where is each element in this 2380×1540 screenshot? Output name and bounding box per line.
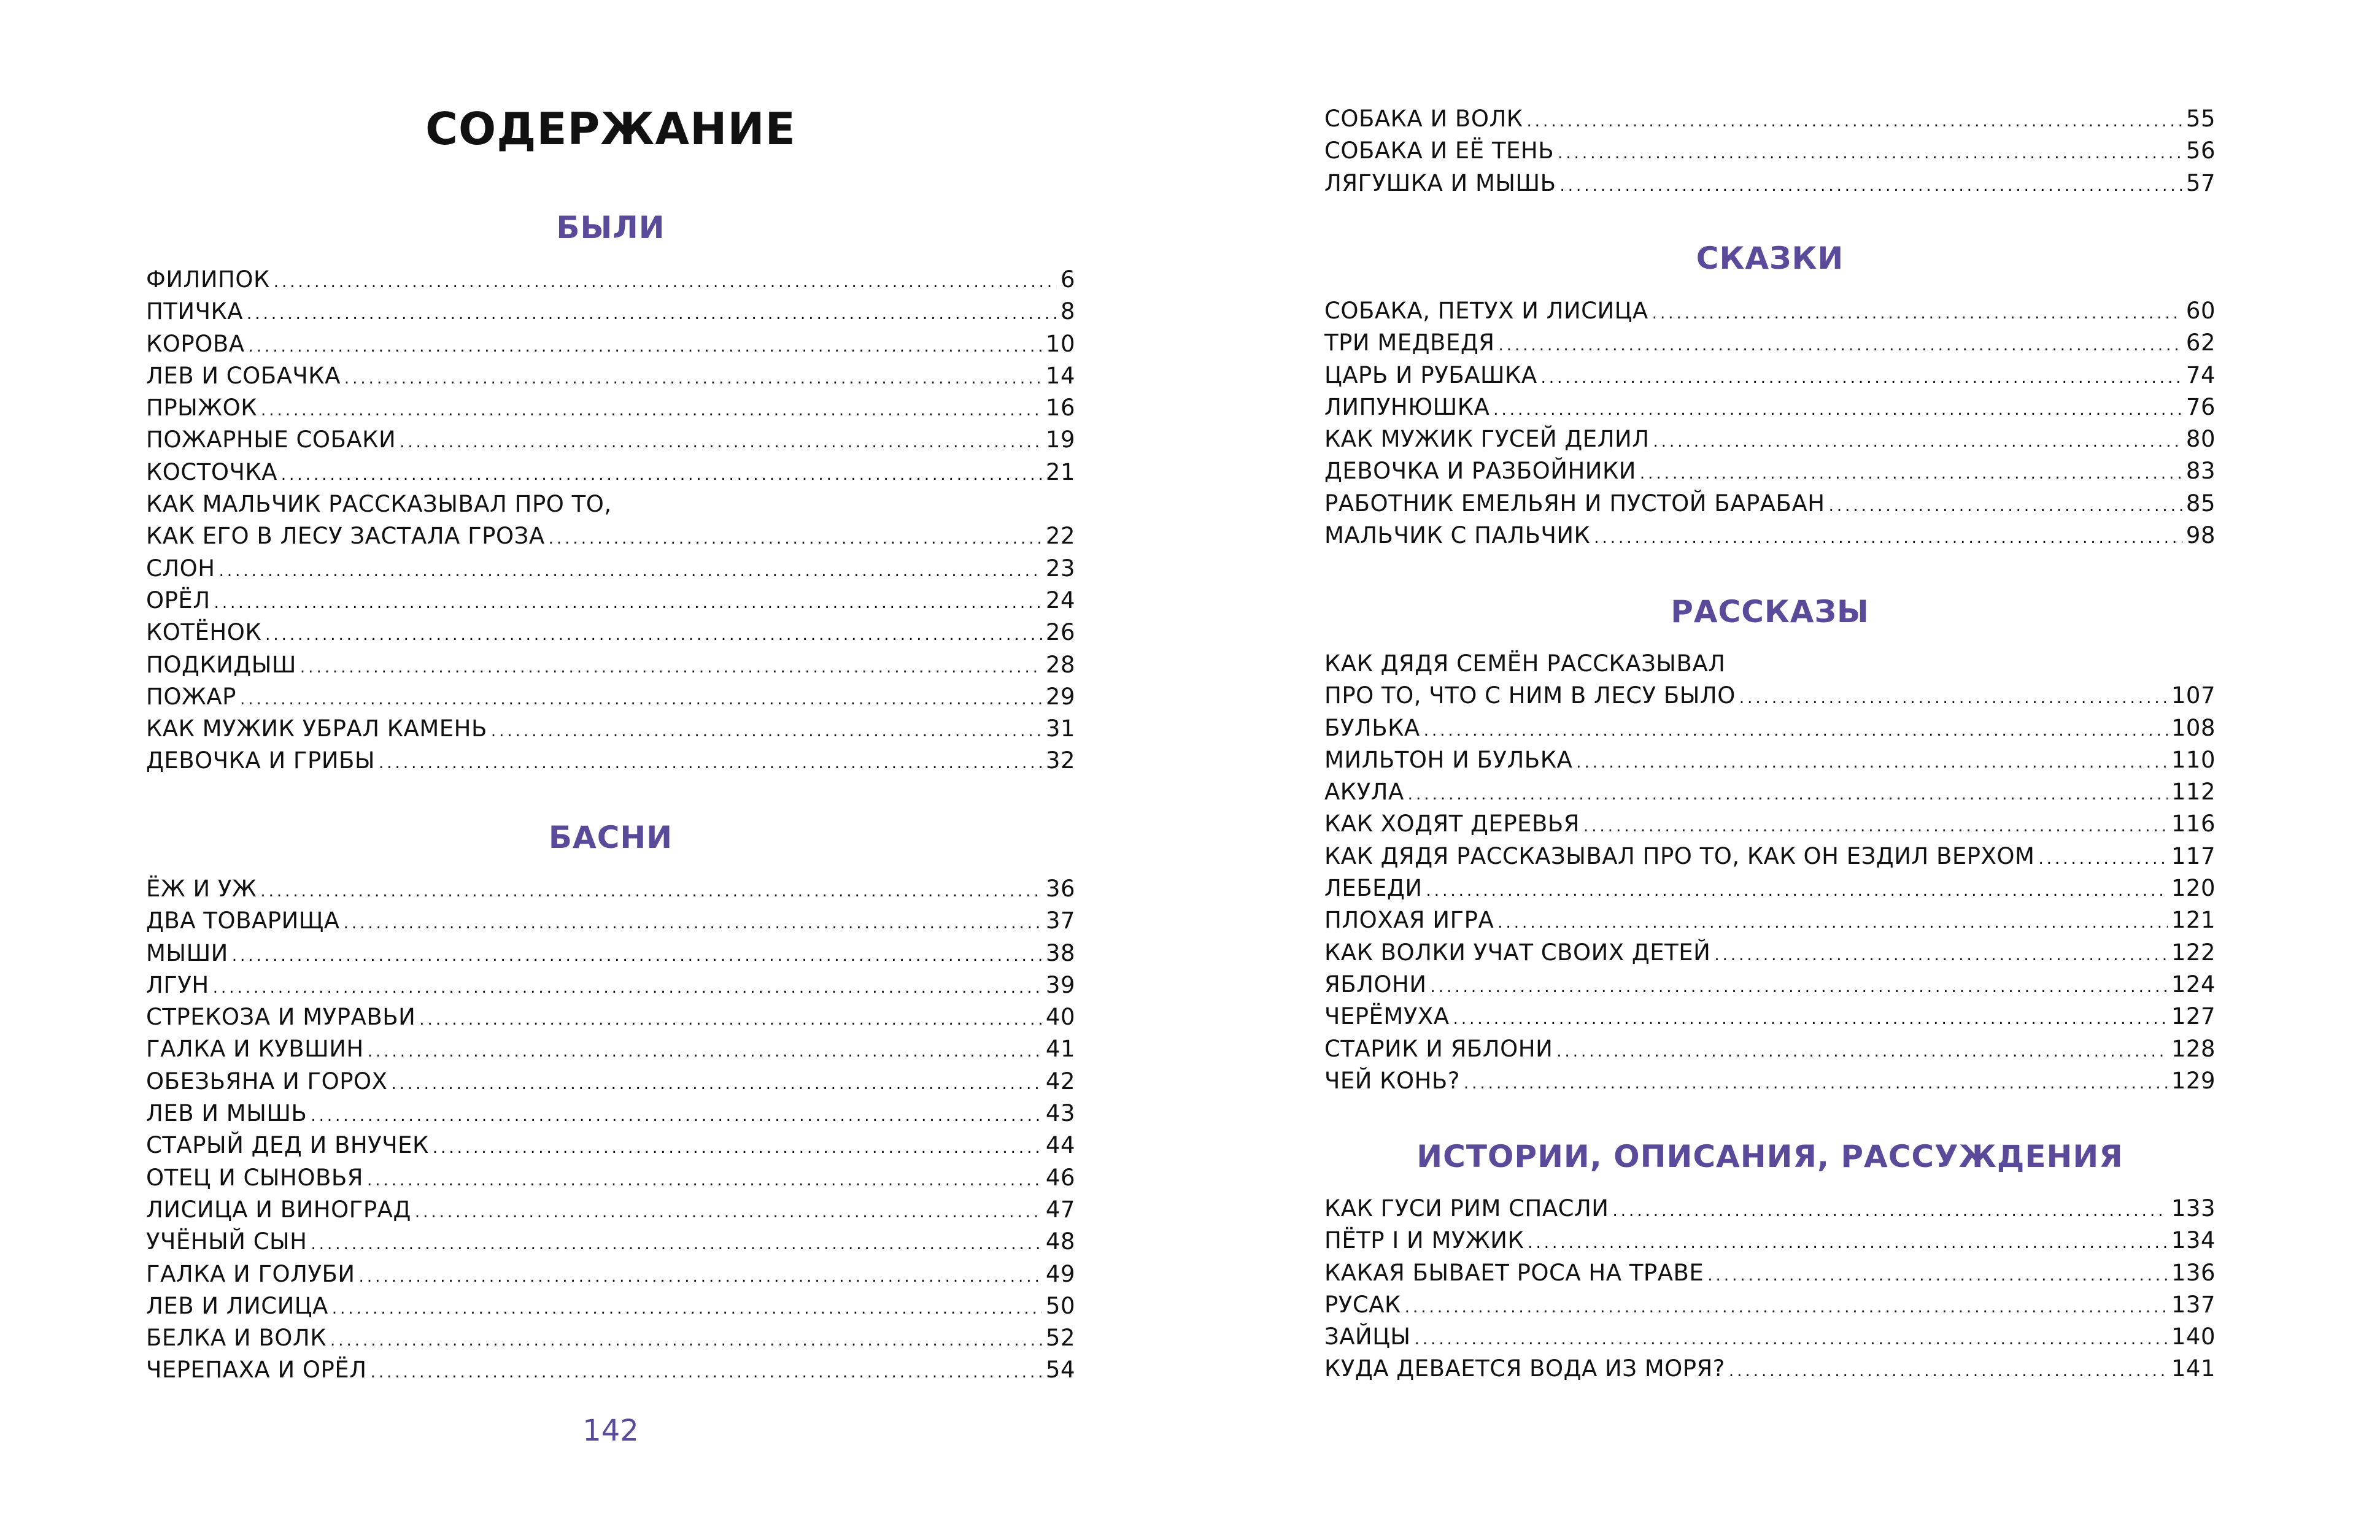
toc-entry-title: КАК МАЛЬЧИК РАССКАЗЫВАЛ ПРО ТО,: [146, 491, 612, 518]
dot-leader: [344, 363, 1042, 395]
toc-entry: [1324, 1321, 2216, 1353]
toc-entry-page: 43: [1045, 1100, 1075, 1127]
dot-leader: [549, 523, 1042, 555]
toc-entry-title: ПТИЧКА: [146, 298, 244, 325]
toc-entry-page: 46: [1045, 1164, 1075, 1191]
toc-entry: [146, 937, 1075, 969]
toc-entry: [1324, 520, 2216, 552]
toc-entry-title: КУДА ДЕВАЕТСЯ ВОДА ИЗ МОРЯ?: [1324, 1355, 1725, 1382]
dot-leader: [1415, 1323, 2168, 1355]
dot-leader: [1560, 170, 2182, 202]
toc-entry-page: 134: [2171, 1227, 2216, 1254]
toc-entry-title: МЫШИ: [146, 939, 228, 966]
toc-entry: [146, 617, 1075, 649]
toc-list-basni: [146, 873, 1075, 1387]
toc-entry-title: БЕЛКА И ВОЛК: [146, 1325, 326, 1352]
toc-entry: [1324, 295, 2216, 327]
toc-entry-page: 107: [2171, 682, 2216, 709]
toc-entry: [146, 681, 1075, 713]
toc-entry: [146, 649, 1075, 681]
toc-entry-title: ЛЕВ И МЫШЬ: [146, 1100, 307, 1127]
dot-leader: [371, 1357, 1042, 1388]
toc-entry-page: 21: [1045, 458, 1075, 485]
toc-entry-title: СЛОН: [146, 555, 215, 582]
dot-leader: [415, 1196, 1042, 1228]
dot-leader: [1594, 522, 2182, 554]
toc-entry: [146, 713, 1075, 745]
toc-entry-page: 108: [2171, 714, 2216, 741]
toc-entry: [1324, 103, 2216, 135]
toc-entry: [1324, 937, 2216, 969]
toc-entry-page: 117: [2171, 842, 2216, 869]
toc-entry: [146, 585, 1075, 617]
page-number: 142: [582, 1414, 639, 1448]
toc-list-istorii: [1324, 1193, 2216, 1385]
dot-leader: [274, 266, 1057, 298]
toc-entry-title: ПЛОХАЯ ИГРА: [1324, 907, 1494, 934]
toc-entry-page: 41: [1045, 1036, 1075, 1063]
toc-entry: [1324, 969, 2216, 1001]
toc-entry: [146, 360, 1075, 392]
dot-leader: [240, 683, 1042, 715]
toc-entry-page: 116: [2171, 810, 2216, 837]
dot-leader: [332, 1293, 1042, 1325]
toc-entry: [146, 488, 1075, 520]
toc-entry: [1324, 1193, 2216, 1225]
toc-entry-title: ПОЖАР: [146, 683, 236, 710]
dot-leader: [379, 747, 1042, 779]
section-heading-basni: БАСНИ: [548, 820, 673, 855]
dot-leader: [368, 1036, 1042, 1068]
dot-leader: [1829, 490, 2182, 522]
toc-entry: [146, 520, 1075, 552]
toc-entry-page: 62: [2185, 329, 2216, 356]
toc-entry-page: 32: [1045, 747, 1075, 774]
toc-entry-page: 60: [2185, 298, 2216, 324]
toc-entry-title: ОТЕЦ И СЫНОВЬЯ: [146, 1164, 363, 1191]
dot-leader: [433, 1132, 1042, 1164]
toc-entry-page: 80: [2185, 426, 2216, 453]
dot-leader: [247, 298, 1057, 330]
toc-entry-title: КАК ЕГО В ЛЕСУ ЗАСТАЛА ГРОЗА: [146, 523, 545, 550]
toc-entry-title: ОБЕЗЬЯНА И ГОРОХ: [146, 1068, 388, 1095]
toc-entry-page: 48: [1045, 1228, 1075, 1255]
toc-entry-title: ЧЕЙ КОНЬ?: [1324, 1067, 1460, 1094]
toc-entry-title: КАК ДЯДЯ РАССКАЗЫВАЛ ПРО ТО, КАК ОН ЕЗДИЛ ВЕРХОМ: [1324, 842, 2035, 869]
toc-list-continued: [1324, 103, 2216, 199]
toc-entry: [1324, 776, 2216, 808]
toc-entry-page: 36: [1045, 876, 1075, 902]
dot-leader: [300, 652, 1042, 683]
toc-entry-page: 83: [2185, 458, 2216, 485]
toc-entry-page: 127: [2171, 1003, 2216, 1030]
toc-entry-page: 31: [1045, 715, 1075, 742]
toc-entry-title: ПРЫЖОК: [146, 395, 258, 422]
toc-entry-title: ГАЛКА И ГОЛУБИ: [146, 1260, 355, 1287]
toc-entry-title: ТРИ МЕДВЕДЯ: [1324, 329, 1495, 356]
toc-entry-page: 98: [2185, 522, 2216, 549]
toc-entry-page: 110: [2171, 746, 2216, 773]
toc-entry-title: ЛЕВ И СОБАЧКА: [146, 362, 341, 389]
toc-entry-title: ЛГУН: [146, 971, 209, 998]
dot-leader: [219, 555, 1042, 587]
dot-leader: [419, 1004, 1042, 1036]
toc-entry-page: 49: [1045, 1260, 1075, 1287]
toc-entry-page: 19: [1045, 426, 1075, 453]
toc-entry-page: 74: [2185, 361, 2216, 388]
toc-entry: [146, 392, 1075, 424]
dot-leader: [1426, 875, 2168, 907]
toc-entry: [146, 873, 1075, 905]
toc-entry-title: ЛИПУНЮШКА: [1324, 393, 1490, 420]
toc-entry-title: КАК МУЖИК УБРАЛ КАМЕНЬ: [146, 715, 487, 742]
toc-entry-page: 23: [1045, 555, 1075, 582]
dot-leader: [311, 1100, 1042, 1132]
toc-entry: [146, 264, 1075, 296]
toc-entry-page: 76: [2185, 393, 2216, 420]
toc-entry: [1324, 1289, 2216, 1321]
toc-entry-page: 85: [2185, 490, 2216, 517]
toc-entry: [146, 553, 1075, 585]
toc-entry-title: ДВА ТОВАРИЩА: [146, 907, 340, 934]
toc-entry-page: 8: [1060, 298, 1075, 325]
right-page: [1190, 0, 2380, 1540]
section-heading-skazki: СКАЗКИ: [1696, 241, 1844, 276]
dot-leader: [1528, 1227, 2168, 1259]
toc-entry: [1324, 1001, 2216, 1033]
toc-entry-page: 128: [2171, 1035, 2216, 1062]
dot-leader: [311, 1228, 1042, 1260]
dot-leader: [1558, 137, 2182, 169]
toc-entry-page: 29: [1045, 683, 1075, 710]
toc-entry: [146, 1001, 1075, 1033]
toc-entry-title: МИЛЬТОН И БУЛЬКА: [1324, 746, 1573, 773]
toc-entry: [1324, 135, 2216, 167]
dot-leader: [1453, 1003, 2168, 1035]
toc-entry-title: КАКАЯ БЫВАЕТ РОСА НА ТРАВЕ: [1324, 1259, 1704, 1286]
toc-entry: [146, 456, 1075, 488]
toc-entry: [1324, 648, 2216, 680]
toc-entry-title: ОРЁЛ: [146, 587, 211, 614]
toc-entry-title: СОБАКА И ЕЁ ТЕНЬ: [1324, 137, 1555, 164]
toc-entry: [146, 424, 1075, 456]
dot-leader: [265, 619, 1042, 651]
toc-entry: [146, 1258, 1075, 1290]
toc-entry-page: 14: [1045, 362, 1075, 389]
toc-list-byli: [146, 264, 1075, 777]
dot-leader: [1640, 458, 2182, 490]
toc-entry-title: КОТЁНОК: [146, 619, 262, 646]
dot-leader: [1739, 682, 2168, 714]
toc-entry-page: 122: [2171, 939, 2216, 966]
toc-entry: [146, 1290, 1075, 1322]
toc-entry: [1324, 680, 2216, 712]
toc-entry-page: 136: [2171, 1259, 2216, 1286]
section-heading-byli: БЫЛИ: [556, 210, 665, 245]
toc-entry: [1324, 1033, 2216, 1065]
dot-leader: [1424, 715, 2168, 747]
toc-entry-title: ЛЯГУШКА И МЫШЬ: [1324, 169, 1556, 196]
toc-entry-title: УЧЁНЫЙ СЫН: [146, 1228, 307, 1255]
dot-leader: [1493, 394, 2182, 426]
toc-entry-title: ПОЖАРНЫЕ СОБАКИ: [146, 426, 396, 453]
toc-entry-title: ЧЕРЕПАХА И ОРЁЛ: [146, 1357, 367, 1384]
toc-entry: [1324, 712, 2216, 744]
toc-entry: [146, 969, 1075, 1001]
dot-leader: [344, 907, 1042, 939]
toc-entry: [146, 1130, 1075, 1161]
dot-leader: [1527, 106, 2182, 137]
section-heading-istorii: ИСТОРИИ, ОПИСАНИЯ, РАССУЖДЕНИЯ: [1416, 1139, 2123, 1174]
toc-entry: [1324, 808, 2216, 840]
dot-leader: [1707, 1260, 2168, 1292]
dot-leader: [1408, 779, 2168, 810]
toc-entry: [1324, 1257, 2216, 1289]
toc-entry-page: 39: [1045, 971, 1075, 998]
dot-leader: [1431, 971, 2168, 1003]
toc-entry-page: 26: [1045, 619, 1075, 646]
toc-entry: [146, 328, 1075, 360]
toc-entry-title: КОРОВА: [146, 330, 245, 357]
toc-list-skazki: [1324, 295, 2216, 552]
toc-entry: [1324, 423, 2216, 455]
toc-entry-page: 120: [2171, 875, 2216, 902]
toc-entry: [1324, 391, 2216, 423]
toc-entry: [1324, 360, 2216, 391]
toc-entry-page: 52: [1045, 1325, 1075, 1352]
toc-entry-title: ГАЛКА И КУВШИН: [146, 1036, 364, 1063]
toc-entry-title: ДЕВОЧКА И РАЗБОЙНИКИ: [1324, 458, 1636, 485]
toc-entry: [146, 745, 1075, 777]
toc-entry-title: БУЛЬКА: [1324, 714, 1420, 741]
toc-entry-title: КАК МУЖИК ГУСЕЙ ДЕЛИЛ: [1324, 426, 1650, 453]
toc-entry: [1324, 744, 2216, 776]
dot-leader: [1653, 426, 2182, 458]
dot-leader: [1583, 810, 2168, 842]
toc-entry-title: ПЁТР I И МУЖИК: [1324, 1227, 1524, 1254]
toc-entry-title: СТАРИК И ЯБЛОНИ: [1324, 1035, 1553, 1062]
section-heading-rasskazy: РАССКАЗЫ: [1671, 594, 1869, 629]
toc-entry: [146, 1322, 1075, 1354]
toc-entry-page: 37: [1045, 907, 1075, 934]
dot-leader: [1464, 1068, 2168, 1099]
dot-leader: [261, 395, 1042, 426]
dot-leader: [359, 1261, 1042, 1293]
dot-leader: [249, 331, 1042, 363]
toc-entry-title: ЧЕРЁМУХА: [1324, 1003, 1450, 1030]
toc-entry-title: КАК ВОЛКИ УЧАТ СВОИХ ДЕТЕЙ: [1324, 939, 1711, 966]
toc-entry-page: 121: [2171, 907, 2216, 934]
toc-entry: [146, 1226, 1075, 1258]
toc-entry-page: 55: [2185, 106, 2216, 132]
dot-leader: [1541, 362, 2182, 394]
toc-entry-page: 112: [2171, 779, 2216, 806]
toc-entry-page: 47: [1045, 1196, 1075, 1223]
toc-entry-title: СОБАКА, ПЕТУХ И ЛИСИЦА: [1324, 298, 1648, 324]
dot-leader: [1405, 1292, 2168, 1323]
dot-leader: [1497, 907, 2168, 939]
dot-leader: [1612, 1195, 2167, 1227]
toc-entry-page: 133: [2171, 1195, 2216, 1222]
toc-entry: [1324, 1225, 2216, 1257]
dot-leader: [1652, 298, 2182, 329]
toc-entry-title: ДЕВОЧКА И ГРИБЫ: [146, 747, 376, 774]
toc-entry-page: 141: [2171, 1355, 2216, 1382]
toc-entry: [1324, 1353, 2216, 1385]
toc-entry-title: КАК ДЯДЯ СЕМЁН РАССКАЗЫВАЛ: [1324, 650, 1726, 677]
toc-entry: [1324, 327, 2216, 359]
toc-entry-title: МАЛЬЧИК С ПАЛЬЧИК: [1324, 522, 1591, 549]
toc-entry-page: 54: [1045, 1357, 1075, 1384]
dot-leader: [1714, 939, 2168, 971]
toc-entry-title: ЁЖ И УЖ: [146, 876, 257, 902]
toc-entry-title: РУСАК: [1324, 1291, 1401, 1318]
toc-entry-page: 50: [1045, 1292, 1075, 1319]
dot-leader: [1729, 1355, 2168, 1387]
toc-entry-title: ФИЛИПОК: [146, 266, 270, 293]
toc-entry: [1324, 455, 2216, 487]
toc-entry-page: 38: [1045, 939, 1075, 966]
toc-entry-page: 140: [2171, 1323, 2216, 1350]
toc-entry: [1324, 488, 2216, 520]
toc-entry-page: 10: [1045, 330, 1075, 357]
dot-leader: [491, 715, 1042, 747]
dot-leader: [214, 587, 1042, 619]
dot-leader: [213, 972, 1042, 1004]
toc-entry: [1324, 904, 2216, 936]
toc-entry: [1324, 872, 2216, 904]
toc-entry: [146, 1033, 1075, 1065]
toc-entry-title: СТАРЫЙ ДЕД И ВНУЧЕК: [146, 1132, 429, 1159]
toc-entry-page: 16: [1045, 395, 1075, 422]
toc-entry: [146, 1354, 1075, 1386]
toc-entry-page: 57: [2185, 169, 2216, 196]
dot-leader: [1498, 329, 2182, 361]
toc-entry: [146, 1162, 1075, 1194]
toc-list-rasskazy: [1324, 648, 2216, 1097]
toc-entry: [146, 905, 1075, 937]
toc-entry-page: 28: [1045, 651, 1075, 678]
toc-entry-page: 24: [1045, 587, 1075, 614]
toc-entry-page: 137: [2171, 1291, 2216, 1318]
toc-entry: [146, 1194, 1075, 1226]
dot-leader: [2038, 843, 2167, 875]
toc-entry-title: ЗАЙЦЫ: [1324, 1323, 1411, 1350]
dot-leader: [1576, 747, 2168, 779]
toc-entry-page: 22: [1045, 523, 1075, 550]
toc-entry-title: ЯБЛОНИ: [1324, 971, 1427, 998]
toc-title: СОДЕРЖАНИЕ: [425, 103, 796, 155]
toc-entry-title: СТРЕКОЗА И МУРАВЬИ: [146, 1004, 416, 1031]
toc-entry-page: 44: [1045, 1132, 1075, 1159]
toc-entry-title: ЛИСИЦА И ВИНОГРАД: [146, 1196, 411, 1223]
dot-leader: [1556, 1036, 2168, 1068]
toc-entry-title: ПОДКИДЫШ: [146, 651, 296, 678]
toc-entry: [146, 1098, 1075, 1130]
toc-entry-title: ПРО ТО, ЧТО С НИМ В ЛЕСУ БЫЛО: [1324, 682, 1736, 709]
toc-entry-title: АКУЛА: [1324, 779, 1404, 806]
toc-entry: [1324, 841, 2216, 872]
toc-entry-title: КОСТОЧКА: [146, 458, 277, 485]
toc-entry-title: СОБАКА И ВОЛК: [1324, 106, 1523, 132]
toc-entry: [1324, 167, 2216, 199]
toc-entry-page: 40: [1045, 1004, 1075, 1031]
toc-entry: [146, 1066, 1075, 1098]
toc-entry-page: 42: [1045, 1068, 1075, 1095]
toc-entry-page: 56: [2185, 137, 2216, 164]
toc-entry-page: 129: [2171, 1067, 2216, 1094]
dot-leader: [232, 940, 1042, 972]
toc-entry-page: 124: [2171, 971, 2216, 998]
toc-entry-title: КАК ГУСИ РИМ СПАСЛИ: [1324, 1195, 1609, 1222]
toc-entry-title: ЛЕБЕДИ: [1324, 875, 1423, 902]
dot-leader: [260, 876, 1042, 907]
dot-leader: [367, 1165, 1042, 1196]
toc-entry-title: РАБОТНИК ЕМЕЛЬЯН И ПУСТОЙ БАРАБАН: [1324, 490, 1825, 517]
toc-entry-title: ЦАРЬ И РУБАШКА: [1324, 361, 1537, 388]
toc-entry: [1324, 1065, 2216, 1097]
dot-leader: [330, 1325, 1042, 1357]
toc-entry: [146, 296, 1075, 328]
dot-leader: [281, 459, 1042, 491]
dot-leader: [400, 426, 1042, 458]
toc-entry-page: 6: [1060, 266, 1075, 293]
toc-entry-title: ЛЕВ И ЛИСИЦА: [146, 1292, 328, 1319]
toc-entry-title: КАК ХОДЯТ ДЕРЕВЬЯ: [1324, 810, 1580, 837]
dot-leader: [392, 1068, 1042, 1100]
